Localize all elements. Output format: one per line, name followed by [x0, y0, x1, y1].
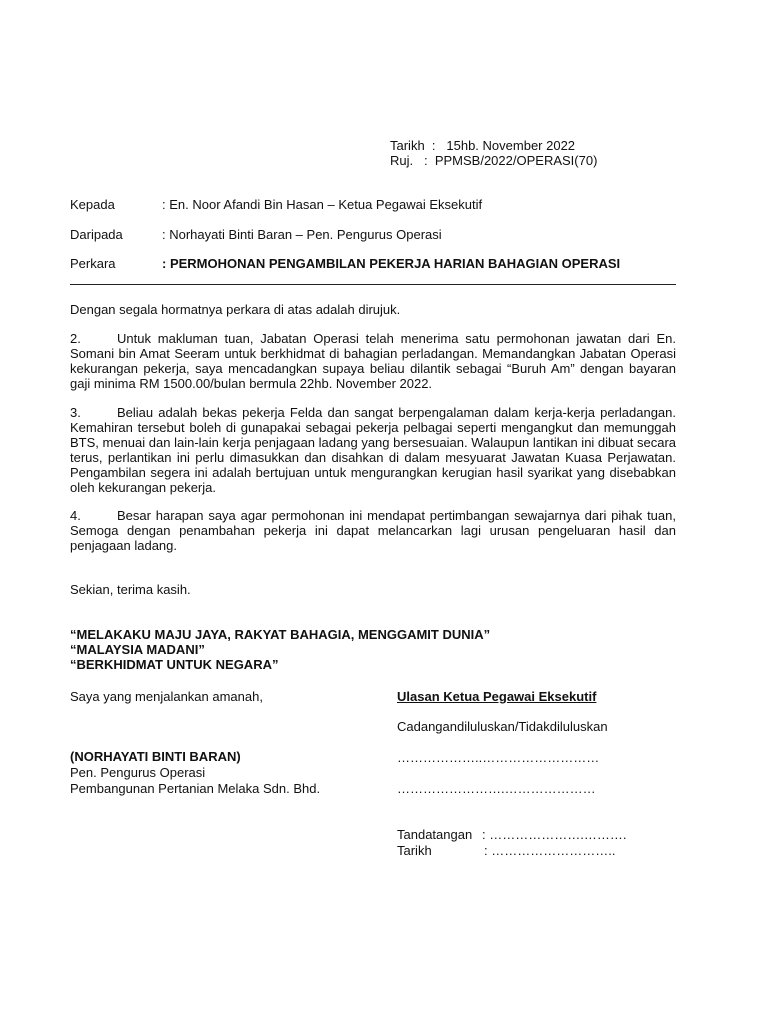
review-date-field: : ……………………….. — [484, 843, 616, 858]
date-label: Tarikh — [390, 138, 425, 153]
paragraph-4-text: Besar harapan saya agar permohonan ini mendapat pertimbangan sewajarnya dari pihak tuan, Semoga dengan penambahan pekerja ini dapat melancarkan lagi urusan pengeluaran hasil dan penjagaan ladang. — [70, 508, 676, 553]
subject-divider — [70, 284, 676, 285]
kepada-value: : En. Noor Afandi Bin Hasan – Ketua Pegawai Eksekutif — [162, 197, 483, 212]
daripada-label: Daripada — [70, 227, 123, 242]
daripada-value: : Norhayati Binti Baran – Pen. Pengurus Operasi — [162, 227, 442, 242]
paragraph-3 — [70, 405, 676, 495]
paragraph-4 — [70, 508, 676, 553]
paragraph-3-text: Beliau adalah bekas pekerja Felda dan sangat berpengalaman dalam kerja-kerja perladangan. Kemahiran tersebut boleh di gunapakai sebagai pekerja pelbagai seperti mengangkut dan memunggah BTS, menuai dan lain-lain kerja penjagaan ladang yang bersesuaian. Walaupun lantikan ini dibuat secara terus, perlantikan ini perlu dimasukkan dan disahkan di dalam mesyuarat Jawatan Kuasa Perjawatan. Pengambilan segera ini adalah bertujuan untuk mengurangkan kerugian hasil syarikat yang disebabkan oleh kekurangan pekerja. — [70, 405, 676, 495]
date-line: Tarikh : 15hb. November 2022 — [390, 138, 576, 153]
paragraph-2 — [70, 331, 676, 391]
paragraph-2-text: Untuk makluman tuan, Jabatan Operasi telah menerima satu permohonan jawatan dari En. Somani bin Amat Seeram untuk berkhidmat di bahagian perladangan. Memandangkan Jabatan Operasi kekurangan pekerja, saya mencadangkan supaya beliau dilantik sebagai “Buruh Am” dengan bayaran gaji minima RM 1500.00/bulan bermula 22hb. November 2022. — [70, 331, 676, 391]
amanah-line: Saya yang menjalankan amanah, — [70, 689, 263, 704]
paragraph-4-number: 4. — [70, 508, 81, 523]
review-date-label: Tarikh — [397, 843, 432, 858]
signatory-company: Pembangunan Pertanian Melaka Sdn. Bhd. — [70, 781, 321, 796]
review-heading: Ulasan Ketua Pegawai Eksekutif — [397, 689, 597, 704]
slogan-3: “BERKHIDMAT UNTUK NEGARA” — [70, 657, 279, 672]
signatory-position: Pen. Pengurus Operasi — [70, 765, 206, 780]
review-comment-line-1: ………………..……………………… — [397, 750, 600, 765]
review-decision: Cadangandiluluskan/Tidakdiluluskan — [397, 719, 608, 734]
tandatangan-field: : ………………….………. — [482, 827, 627, 842]
opening-line: Dengan segala hormatnya perkara di atas adalah dirujuk. — [70, 302, 401, 317]
reference-line: Ruj. : PPMSB/2022/OPERASI(70) — [390, 153, 598, 168]
signatory-name: (NORHAYATI BINTI BARAN) — [70, 749, 241, 764]
perkara-label: Perkara — [70, 256, 116, 271]
paragraph-3-number: 3. — [70, 405, 81, 420]
paragraph-2-number: 2. — [70, 331, 81, 346]
slogan-2: “MALAYSIA MADANI” — [70, 642, 205, 657]
reference-label: Ruj. — [390, 153, 414, 168]
date-value: 15hb. November 2022 — [446, 138, 576, 153]
closing-line: Sekian, terima kasih. — [70, 582, 191, 597]
slogan-1: “MELAKAKU MAJU JAYA, RAKYAT BAHAGIA, MENGGAMIT DUNIA” — [70, 627, 491, 642]
review-comment-line-2: …………………….………………… — [397, 781, 596, 796]
reference-value: PPMSB/2022/OPERASI(70) — [434, 153, 598, 168]
kepada-label: Kepada — [70, 197, 115, 212]
tandatangan-label: Tandatangan — [397, 827, 473, 842]
perkara-value: : PERMOHONAN PENGAMBILAN PEKERJA HARIAN BAHAGIAN OPERASI — [162, 256, 621, 271]
